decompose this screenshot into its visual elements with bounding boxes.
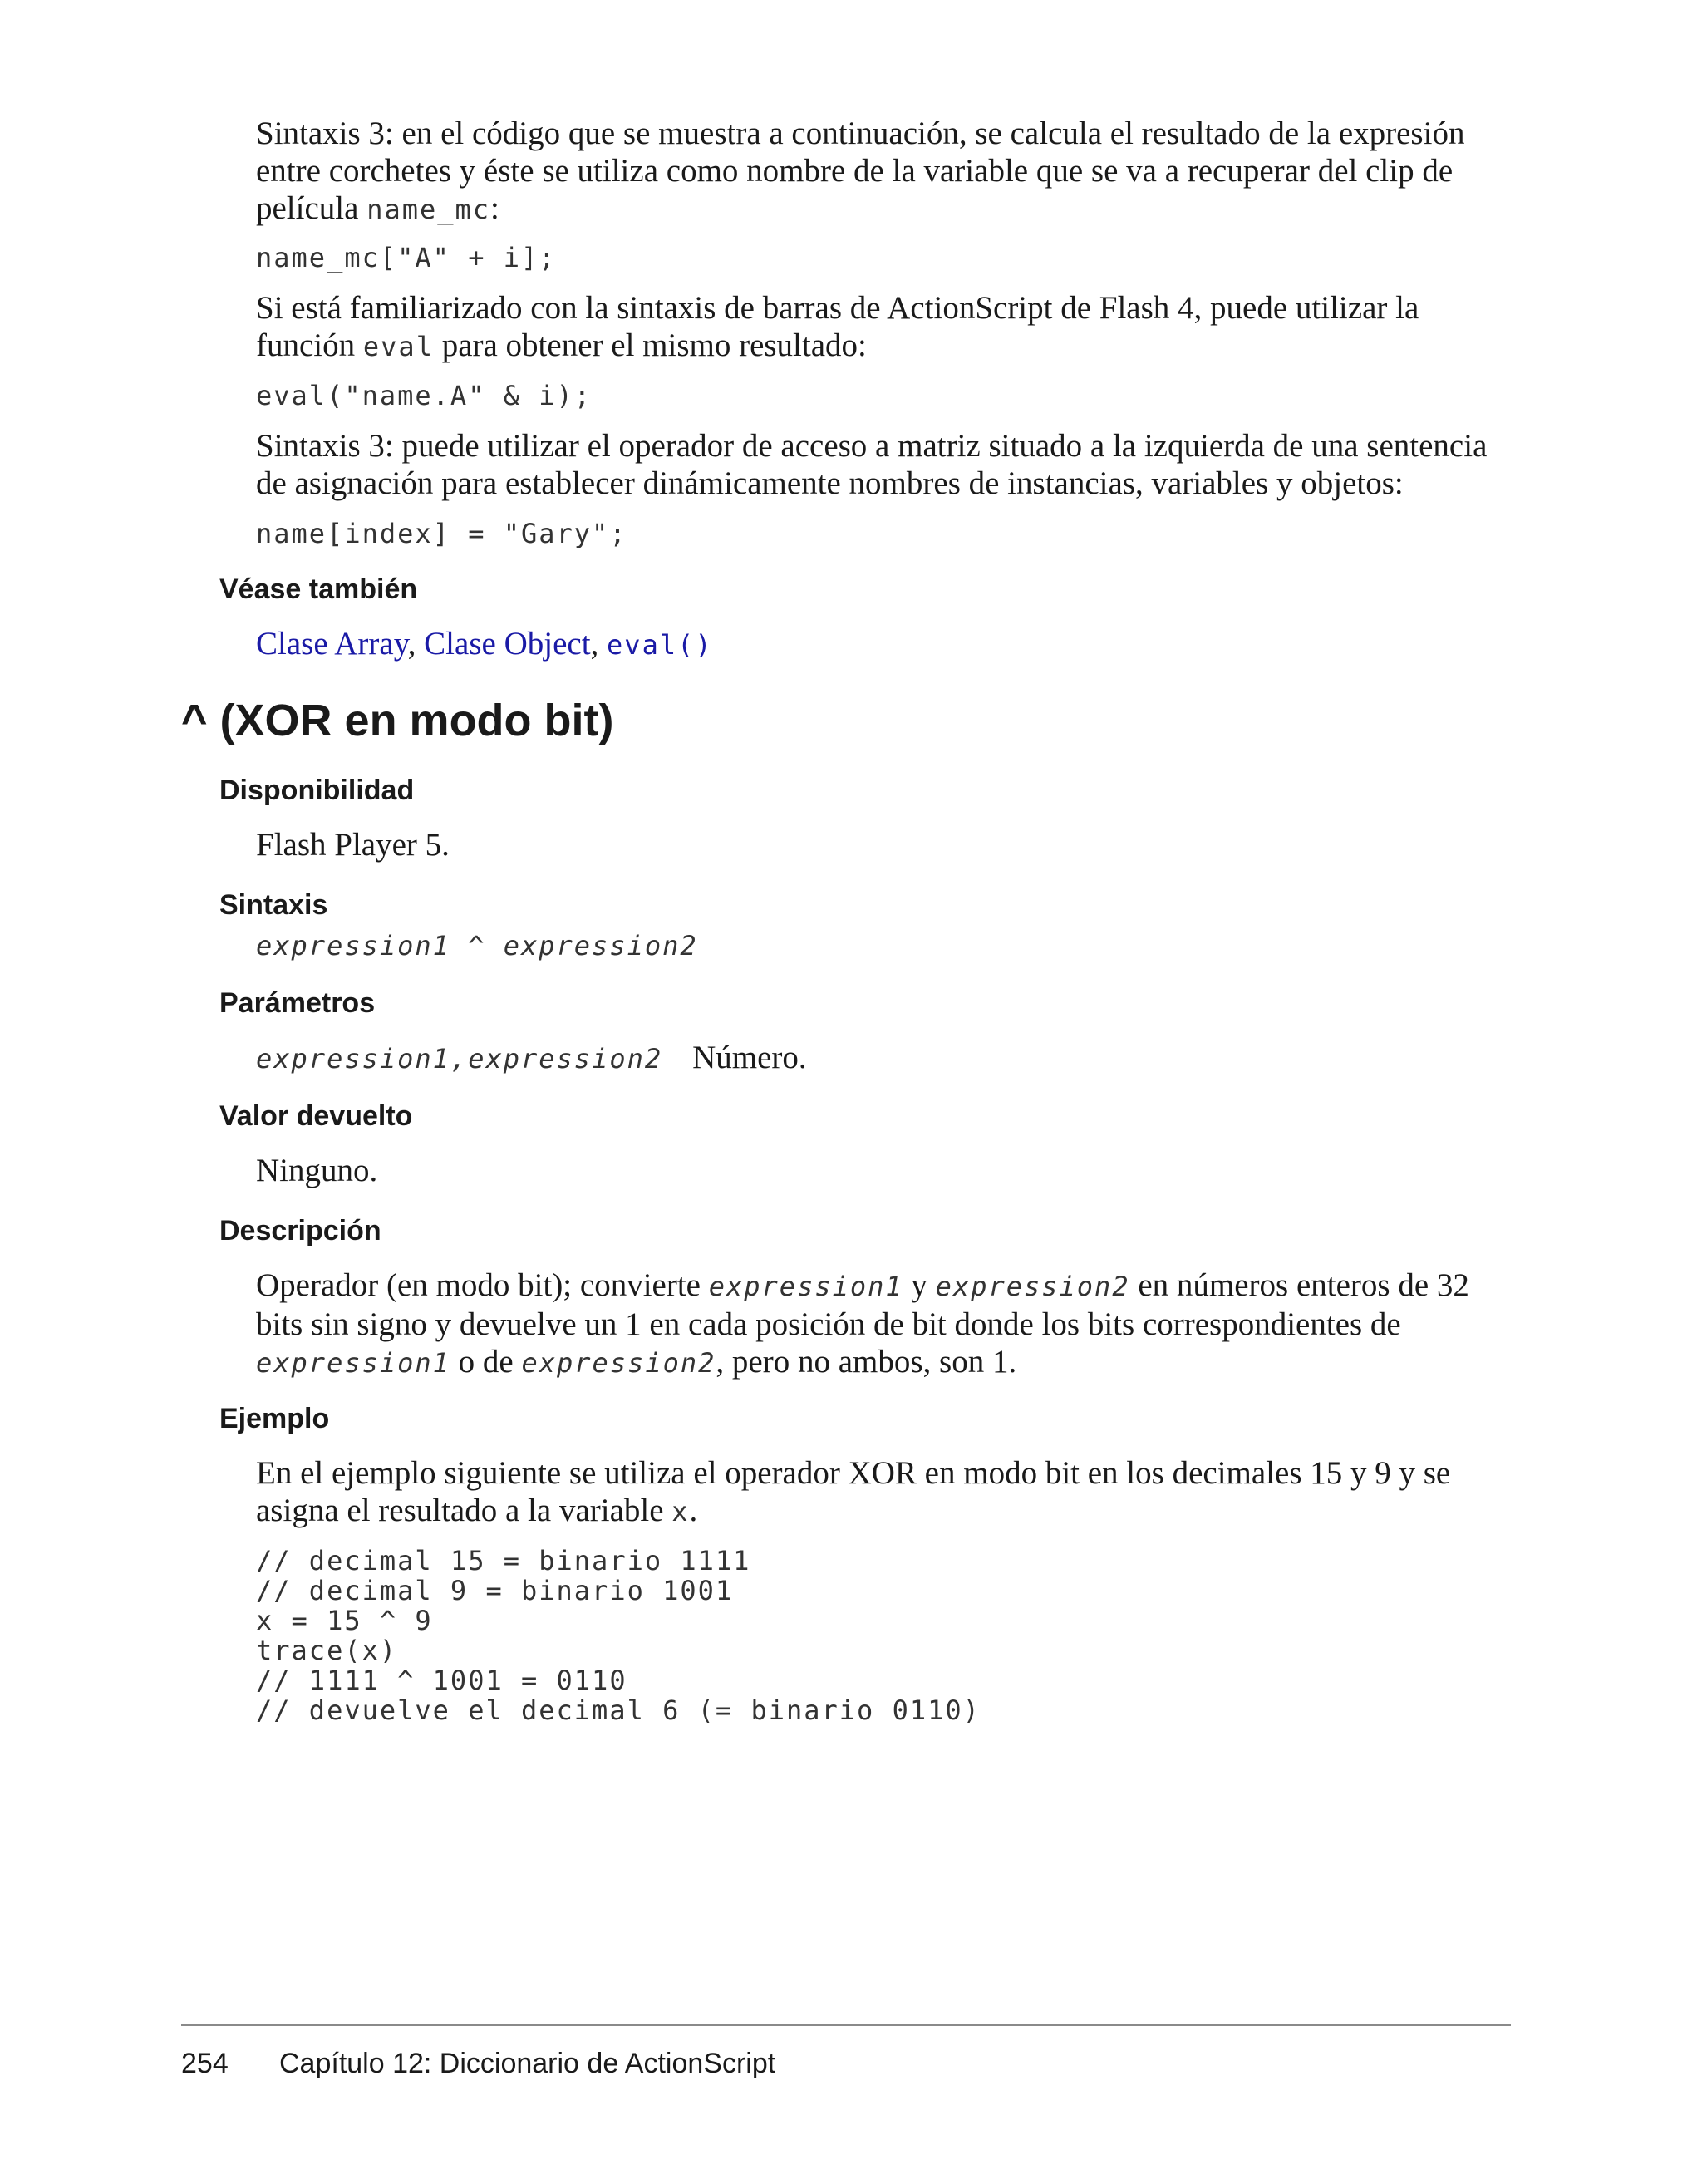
inline-code: expression1 — [708, 1271, 903, 1302]
inline-code: eval — [362, 331, 434, 362]
availability-text: Flash Player 5. — [256, 827, 450, 863]
see-also-links — [256, 625, 1511, 664]
description-heading: Descripción — [219, 1215, 381, 1247]
paragraph-text: : — [490, 190, 499, 226]
paragraph-text: y — [903, 1267, 936, 1303]
paragraph-text: En el ejemplo siguiente se utiliza el operador XOR en modo bit en los decimales 15 y 9 y se asigna el resultado a la variable — [256, 1455, 1451, 1528]
returns-heading: Valor devuelto — [219, 1100, 413, 1132]
syntax3-paragraph — [256, 115, 1511, 229]
inline-code: expression2 — [935, 1271, 1130, 1302]
parameters-heading: Parámetros — [219, 987, 376, 1019]
page-number: 254 — [181, 2048, 229, 2079]
paragraph-text: o de — [450, 1344, 522, 1380]
paragraph-text: . — [689, 1493, 698, 1528]
see-also-heading: Véase también — [219, 573, 418, 605]
inline-code: x — [671, 1496, 690, 1527]
code-block-eval: eval("name.A" & i); — [256, 380, 593, 411]
entry-title: ^ (XOR en modo bit) — [181, 696, 614, 745]
availability-heading: Disponibilidad — [219, 775, 415, 806]
inline-code: name_mc — [366, 194, 491, 225]
paragraph-text: Sintaxis 3: en el código que se muestra a continuación, se calcula el resultado de la expresión entre corchetes y éste se utiliza como nombre de la variable que se va a recuperar del clip de película — [256, 116, 1465, 226]
link-array-class[interactable]: Clase Array — [256, 626, 408, 662]
paragraph-text: para obtener el mismo resultado: — [433, 327, 867, 363]
example-code-block: // decimal 15 = binario 1111 // decimal 9 = binario 1001 x = 15 ^ 9 trace(x) // 1111 ^ 1001 = 0110 // devuelve el decimal 6 (= binario 0110) — [256, 1545, 981, 1726]
example-heading: Ejemplo — [219, 1403, 330, 1434]
syntax-heading: Sintaxis — [219, 889, 328, 921]
returns-text: Ninguno. — [256, 1153, 378, 1188]
code-block-name-mc: name_mc["A" + i]; — [256, 242, 557, 273]
code-block-name-index: name[index] = "Gary"; — [256, 518, 627, 549]
parameter-name: expression1,expression2 — [256, 1043, 663, 1075]
syntax-code: expression1 ^ expression2 — [256, 930, 698, 962]
inline-code: expression1 — [256, 1347, 450, 1379]
parameter-description: Número. — [692, 1040, 807, 1075]
example-paragraph — [256, 1454, 1511, 1531]
footer-rule — [181, 2024, 1511, 2026]
inline-code: expression2 — [521, 1347, 716, 1379]
paragraph-text: Si está familiarizado con la sintaxis de barras de ActionScript de Flash 4, puede utilizar la función — [256, 290, 1419, 363]
separator: , — [407, 626, 425, 662]
paragraph-text: en números enteros de 32 bits sin signo y devuelve un 1 en cada posición de bit donde los bits correspondientes de — [256, 1267, 1469, 1342]
link-eval[interactable]: eval() — [607, 629, 713, 661]
link-object-class[interactable]: Clase Object — [424, 626, 591, 662]
paragraph-text: , pero no ambos, son 1. — [716, 1344, 1017, 1380]
array-access-paragraph: Sintaxis 3: puede utilizar el operador de acceso a matriz situado a la izquierda de una sentencia de asignación para establecer dinámicamente nombres de instancias, variables y objetos: — [256, 428, 1488, 501]
parameter-row — [256, 1039, 807, 1076]
description-paragraph — [256, 1267, 1511, 1382]
separator: , — [590, 626, 608, 662]
paragraph-text: Operador (en modo bit); convierte — [256, 1267, 709, 1303]
chapter-title: Capítulo 12: Diccionario de ActionScript — [279, 2048, 776, 2079]
eval-paragraph — [256, 289, 1511, 366]
